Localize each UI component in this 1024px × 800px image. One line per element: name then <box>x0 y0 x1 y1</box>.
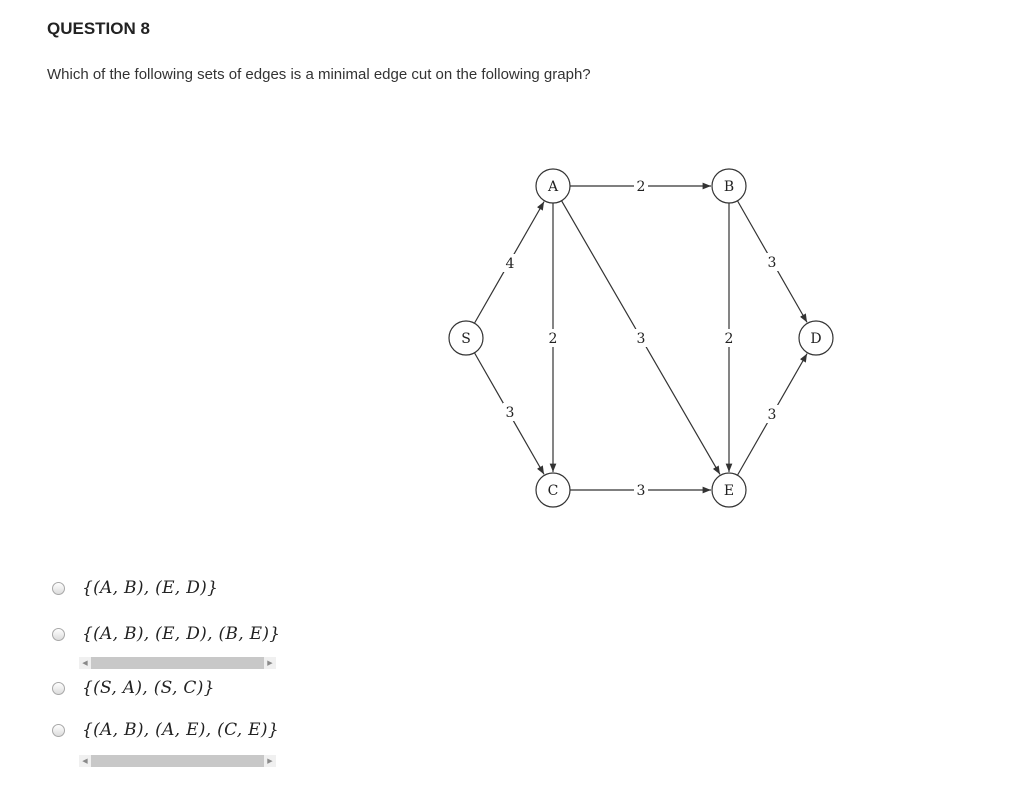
edge-weight-S-A: 4 <box>505 256 515 272</box>
question-heading: QUESTION 8 <box>47 19 150 38</box>
radio-button[interactable] <box>52 582 65 595</box>
edge-weight-A-C: 2 <box>548 331 558 347</box>
edge-weight-A-E: 3 <box>636 331 646 347</box>
scroll-right-icon[interactable]: ▶ <box>267 758 273 765</box>
scroll-left-icon[interactable]: ◀ <box>82 758 88 765</box>
node-label: S <box>461 331 471 347</box>
node-label: B <box>723 179 735 195</box>
node-E <box>712 473 746 507</box>
answer-option-label: {(S, A), (S, C)} <box>82 678 215 698</box>
edge-weight-E-D: 3 <box>767 407 777 423</box>
edge-weight-B-D: 3 <box>767 255 777 271</box>
horizontal-scrollbar[interactable] <box>79 657 276 669</box>
node-D <box>799 321 833 355</box>
node-label: C <box>547 483 559 499</box>
question-text: Which of the following sets of edges is a minimal edge cut on the following graph? <box>47 66 591 83</box>
answer-option-4[interactable] <box>52 718 279 742</box>
node-S <box>449 321 483 355</box>
node-A <box>536 169 570 203</box>
edge-weight-S-C: 3 <box>505 405 515 421</box>
node-label: E <box>723 483 735 499</box>
horizontal-scrollbar[interactable] <box>79 755 276 767</box>
answer-option-3[interactable] <box>52 676 215 700</box>
answer-option-1[interactable] <box>52 576 218 600</box>
scrollbar-thumb[interactable] <box>91 657 264 669</box>
radio-button[interactable] <box>52 682 65 695</box>
node-label: A <box>547 179 559 195</box>
answer-option-label: {(A, B), (A, E), (C, E)} <box>82 720 279 740</box>
edge-weight-C-E: 3 <box>636 483 646 499</box>
scroll-right-icon[interactable]: ▶ <box>267 660 273 667</box>
node-C <box>536 473 570 507</box>
scroll-left-icon[interactable]: ◀ <box>82 660 88 667</box>
radio-button[interactable] <box>52 724 65 737</box>
node-B <box>712 169 746 203</box>
edge-weight-B-E: 2 <box>724 331 734 347</box>
edge-weight-A-B: 2 <box>636 179 646 195</box>
answer-option-label: {(A, B), (E, D), (B, E)} <box>82 624 281 644</box>
radio-button[interactable] <box>52 628 65 641</box>
answer-option-label: {(A, B), (E, D)} <box>82 578 219 598</box>
node-label: D <box>810 331 822 347</box>
scrollbar-thumb[interactable] <box>91 755 264 767</box>
answer-option-2[interactable] <box>52 622 280 646</box>
